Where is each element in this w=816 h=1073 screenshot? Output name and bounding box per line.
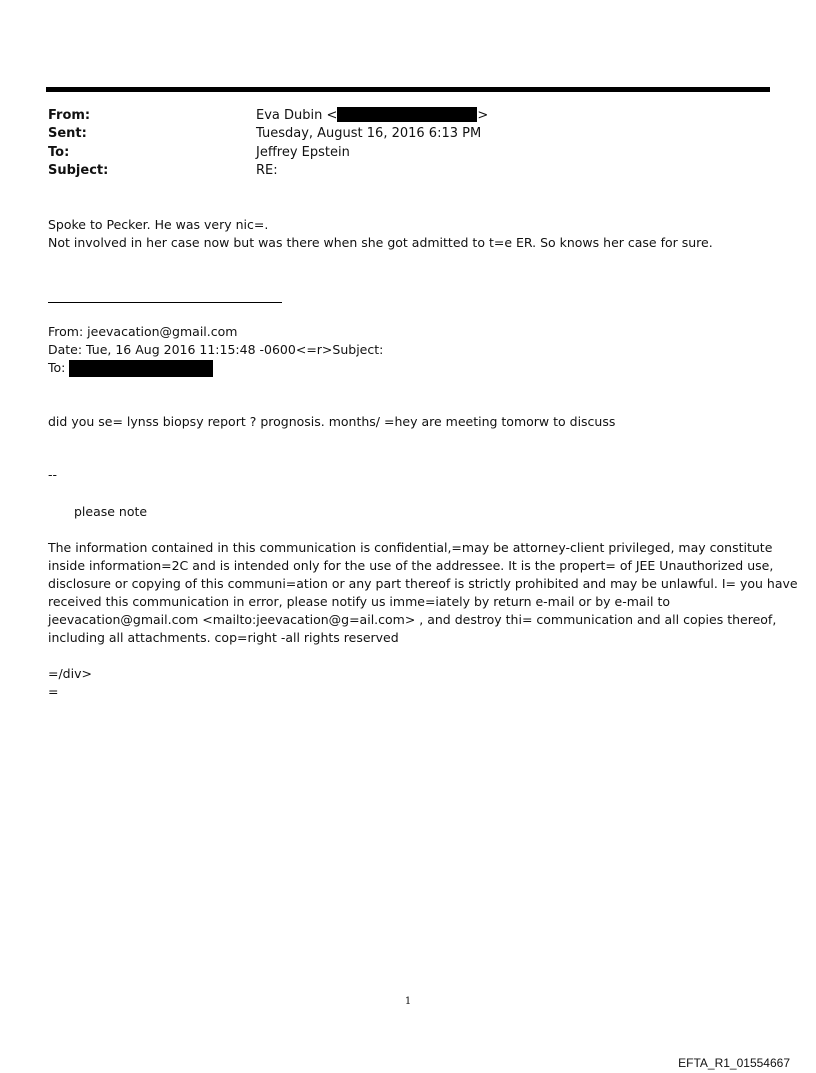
from-close: > [477, 108, 489, 123]
bates-number: EFTA_R1_01554667 [678, 1056, 790, 1070]
quoted-to-label: To: [48, 360, 66, 375]
to-value: Jeffrey Epstein [256, 145, 350, 160]
body-line-2: Not involved in her case now but was there when she got admitted to t=e ER. So knows her case for sure. [48, 235, 713, 250]
quote-separator [48, 302, 282, 303]
div-end: =/div> [48, 666, 92, 681]
redaction-box [337, 107, 477, 122]
quoted-date: Date: Tue, 16 Aug 2016 11:15:48 -0600<=r>Subject: [48, 342, 384, 357]
disclaimer-line: The information contained in this communication is confidential,=may be attorney-client privileged, may constitute [48, 540, 773, 555]
disclaimer-line: inside information=2C and is intended only for the use of the addressee. It is the propert= of JEE Unauthorized use, [48, 558, 774, 573]
sent-value: Tuesday, August 16, 2016 6:13 PM [256, 126, 482, 141]
header-rule [46, 87, 770, 92]
from-label: From: [48, 108, 91, 123]
subject-label: Subject: [48, 163, 109, 178]
please-note: please note [74, 504, 148, 519]
disclaimer-line: disclosure or copying of this communi=ation or any part thereof is strictly prohibited and may be unlawful. I= you have [48, 576, 798, 591]
to-label: To: [48, 145, 70, 160]
signature-dashes: -- [48, 467, 58, 482]
disclaimer-line: received this communication in error, please notify us imme=iately by return e-mail or by e-mail to [48, 594, 671, 609]
subject-value: RE: [256, 163, 278, 178]
equals-sign: = [48, 684, 59, 699]
sent-label: Sent: [48, 126, 87, 141]
from-value [256, 108, 488, 123]
body-line-1: Spoke to Pecker. He was very nic=. [48, 217, 269, 232]
disclaimer-line: including all attachments. cop=right -all rights reserved [48, 630, 399, 645]
quoted-message: did you se= lynss biopsy report ? prognosis. months/ =hey are meeting tomorw to discuss [48, 414, 616, 429]
quoted-from: From: jeevacation@gmail.com [48, 324, 238, 339]
quoted-to [48, 359, 213, 377]
from-name: Eva Dubin < [256, 108, 338, 123]
disclaimer-line: jeevacation@gmail.com <mailto:jeevacation@g=ail.com> , and destroy thi= communication and all copies thereof, [48, 612, 777, 627]
page-number: 1 [404, 996, 412, 1007]
redaction-box [69, 360, 213, 377]
